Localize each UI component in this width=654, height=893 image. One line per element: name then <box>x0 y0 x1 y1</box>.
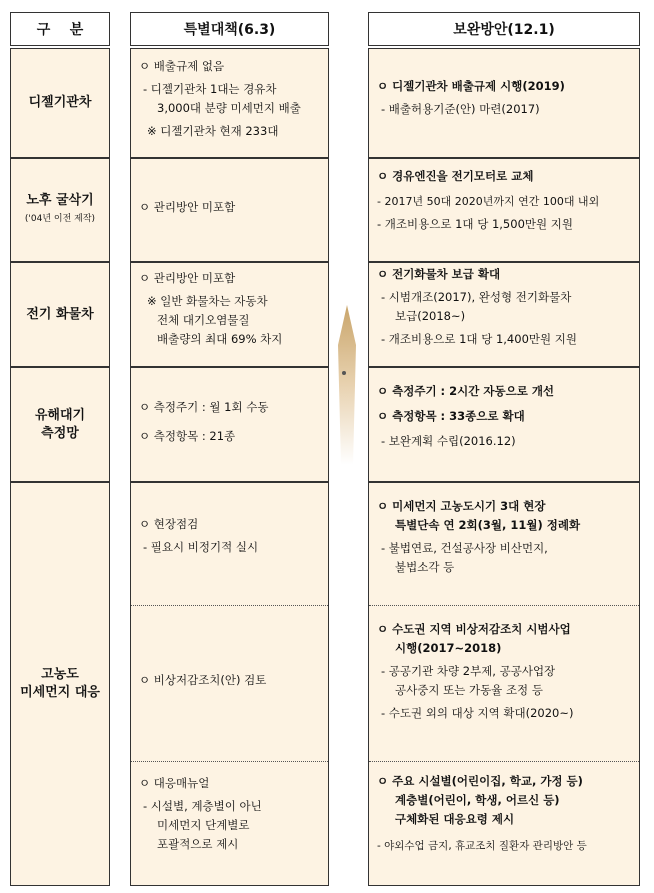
text-line: - 시설별, 계층별이 아닌 <box>143 799 262 813</box>
supplement-high-c <box>369 761 639 885</box>
text-line: 전체 대기오염물질 <box>157 313 250 327</box>
text-line: 불법소각 등 <box>395 560 455 574</box>
text-line: - 불법연료, 건설공사장 비산먼지, <box>381 541 548 555</box>
text-line: ㅇ 측정주기 : 2시간 자동으로 개선 <box>377 384 555 398</box>
special-high <box>130 482 329 886</box>
text-line: 포괄적으로 제시 <box>157 837 239 851</box>
arrow-right-icon <box>336 305 358 465</box>
text-line: - 2017년 50대 2020년까지 연간 100대 내외 <box>377 195 600 208</box>
text-line: 3,000대 분량 미세먼지 배출 <box>157 101 301 115</box>
text-line: 계층별(어린이, 학생, 어르신 등) <box>395 793 560 807</box>
row-label-diesel <box>10 48 110 158</box>
row-label-diesel-text: 디젤기관차 <box>28 95 92 110</box>
text-line: 특별단속 연 2회(3월, 11월) 정례화 <box>395 518 581 532</box>
text-line: ㅇ 관리방안 미포함 <box>139 271 236 285</box>
special-excavator <box>130 158 329 262</box>
supplement-high <box>368 482 640 886</box>
special-diesel <box>130 48 329 158</box>
supplement-network <box>368 367 640 482</box>
text-line: ※ 디젤기관차 현재 233대 <box>147 124 279 138</box>
special-network <box>130 367 329 482</box>
supplement-header <box>368 12 640 46</box>
row-label-truck <box>10 262 110 367</box>
text-line: ㅇ 비상저감조치(안) 검토 <box>139 673 267 687</box>
text-line: ㅇ 디젤기관차 배출규제 시행(2019) <box>377 79 565 93</box>
row-label-excavator-text: 노후 굴삭기 <box>26 193 94 208</box>
row-label-high-line1: 고농도 <box>41 667 79 682</box>
text-line: ㅇ 현장점검 <box>139 517 199 531</box>
text-line: 보급(2018~) <box>395 309 466 323</box>
text-line: ㅇ 배출규제 없음 <box>139 59 225 73</box>
text-line: ㅇ 관리방안 미포함 <box>139 199 236 214</box>
text-line: ※ 일반 화물차는 자동차 <box>147 294 268 308</box>
text-line: ㅇ 대응매뉴얼 <box>139 776 210 790</box>
category-header-label: 구 분 <box>36 22 84 38</box>
row-label-high-line2: 미세먼지 대응 <box>20 685 100 700</box>
row-label-excavator <box>10 158 110 262</box>
text-line: - 수도권 외의 대상 지역 확대(2020~) <box>381 706 574 720</box>
special-high-b <box>131 605 328 761</box>
supplement-truck <box>368 262 640 367</box>
supplement-excavator <box>368 158 640 262</box>
text-line: 공사중지 또는 가동율 조정 등 <box>395 683 543 697</box>
text-line: ㅇ 주요 시설별(어린이집, 학교, 가정 등) <box>377 774 583 788</box>
text-line: - 개조비용으로 1대 당 1,500만원 지원 <box>377 217 573 231</box>
special-truck <box>130 262 329 367</box>
special-header-label: 특별대책(6.3) <box>183 22 276 38</box>
text-line: ㅇ 측정항목 : 21종 <box>139 429 236 443</box>
row-label-excavator-sub: ('04년 이전 제작) <box>24 214 96 224</box>
special-high-a <box>131 483 328 605</box>
supplement-header-label: 보완방안(12.1) <box>453 22 555 38</box>
supplement-high-a <box>369 483 639 605</box>
row-label-network <box>10 367 110 482</box>
category-header <box>10 12 110 46</box>
text-line: - 배출허용기준(안) 마련(2017) <box>381 102 540 116</box>
row-label-network-line2: 측정망 <box>41 425 79 441</box>
text-line: ㅇ 측정항목 : 33종으로 확대 <box>377 409 525 423</box>
row-label-truck-text: 전기 화물차 <box>26 306 94 322</box>
text-line: ㅇ 측정주기 : 월 1회 수동 <box>139 400 269 414</box>
text-line: - 개조비용으로 1대 당 1,400만원 지원 <box>381 332 577 346</box>
text-line: ㅇ 수도권 지역 비상저감조치 시범사업 <box>377 622 571 636</box>
text-line: 배출량의 최대 69% 차지 <box>157 332 283 346</box>
row-label-network-line1: 유해대기 <box>34 407 86 423</box>
text-line: - 보완계획 수립(2016.12) <box>381 434 516 448</box>
row-label-high <box>10 482 110 886</box>
text-line: - 시범개조(2017), 완성형 전기화물차 <box>381 290 572 304</box>
supplement-diesel <box>368 48 640 158</box>
text-line: 구체화된 대응요령 제시 <box>395 812 515 826</box>
special-high-c <box>131 761 328 885</box>
text-line: 미세먼지 단계별로 <box>157 818 250 832</box>
text-line: - 공공기관 차량 2부제, 공공사업장 <box>381 664 556 678</box>
text-line: ㅇ 미세먼지 고농도시기 3대 현장 <box>377 499 546 513</box>
text-line: ㅇ 전기화물차 보급 확대 <box>377 267 501 281</box>
text-line: 시행(2017~2018) <box>395 641 502 655</box>
supplement-high-b <box>369 605 639 761</box>
text-line: - 필요시 비정기적 실시 <box>143 540 259 554</box>
text-line: - 디젤기관차 1대는 경유차 <box>143 82 277 96</box>
text-line: - 야외수업 금지, 휴교조치 질환자 관리방안 등 <box>377 840 587 852</box>
text-line: ㅇ 경유엔진을 전기모터로 교체 <box>377 169 534 183</box>
special-header <box>130 12 329 46</box>
